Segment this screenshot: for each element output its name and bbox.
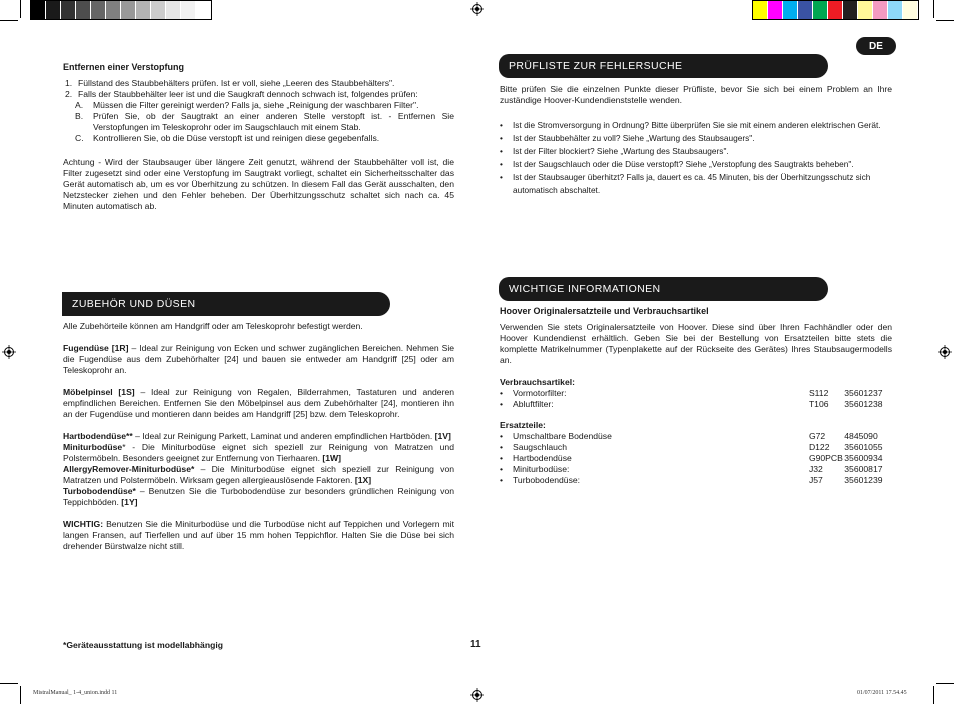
section-header-accessories: ZUBEHÖR UND DÜSEN xyxy=(62,292,390,316)
language-badge: DE xyxy=(856,37,896,55)
spares-title: Ersatzteile: xyxy=(500,420,546,430)
consumables-title: Verbrauchsartikel: xyxy=(500,377,575,387)
crop-mark xyxy=(933,0,934,18)
page-number: 11 xyxy=(470,639,481,650)
mini-turbo-paragraph: Miniturbodüse* - Die Miniturbodüse eignet sich speziell zur Reinigung von Matratzen und Polstermöbeln. Besonders geeignet zur Entfernung von Tierhaaren. [1W] xyxy=(63,442,454,463)
color-swatch xyxy=(858,1,873,19)
checklist-list xyxy=(500,119,892,197)
section-header-checklist: PRÜFLISTE ZUR FEHLERSUCHE xyxy=(499,54,828,78)
list-item: • Hartbodendüse G90PCB 35600934 xyxy=(500,453,892,464)
crop-mark xyxy=(20,0,21,18)
crop-mark xyxy=(20,686,21,704)
warning-paragraph: Achtung - Wird der Staubsauger über längere Zeit genutzt, während der Staubbehälter voll ist, die Filter zugesetzt sind oder eine Verstopfung im Saugtrakt vorliegt, schaltet ein Sicherheitsschalter das Gerät automatisch ab, um es vor Überhitzung zu schützen. In diesem Fall das Gerät ausschalten, den Netzstecker ziehen und den Fehler beheben. Der Überhitzungsschutz schaltet sich nach ca. 45 Minuten automatisch ab. xyxy=(63,157,454,211)
color-swatch xyxy=(166,1,181,19)
color-swatch xyxy=(903,1,918,19)
color-swatch xyxy=(768,1,783,19)
allergy-remover-paragraph: AllergyRemover-Miniturbodüse* – Die Miniturbodüse eignet sich speziell zur Reinigung von Matratzen und Polstermöbeln. Wirksam gegen allergieauslösende Faktoren. [1X] xyxy=(63,464,455,485)
list-item: • Ist die Stromversorgung in Ordnung? Bitte überprüfen Sie sie mit einem anderen elektrischen Gerät. xyxy=(500,119,892,132)
list-item: • Ist der Staubbehälter zu voll? Siehe „Wartung des Staubsaugers". xyxy=(500,132,892,145)
color-swatch xyxy=(798,1,813,19)
crop-mark xyxy=(936,20,954,21)
accessories-intro: Alle Zubehörteile können am Handgriff oder am Teleskoprohr befestigt werden. xyxy=(63,321,363,331)
color-swatch xyxy=(783,1,798,19)
info-section xyxy=(500,306,892,486)
blockage-section xyxy=(63,62,454,212)
color-swatch-bar xyxy=(752,0,919,20)
color-swatch xyxy=(888,1,903,19)
list-item: C. Kontrollieren Sie, ob die Düse verstopft ist und reinigen diese gegebenfalls. xyxy=(75,133,380,143)
color-swatch xyxy=(106,1,121,19)
color-swatch xyxy=(91,1,106,19)
registration-mark-icon xyxy=(2,345,16,359)
grayscale-swatch-bar xyxy=(30,0,212,20)
consumables-list xyxy=(500,388,892,410)
parts-title: Hoover Originalersatzteile und Verbrauchsartikel xyxy=(500,306,709,316)
color-swatch xyxy=(843,1,858,19)
color-swatch xyxy=(76,1,91,19)
color-swatch xyxy=(181,1,196,19)
date-slug: 01/07/2011 17.54.45 xyxy=(857,690,907,696)
list-item: • Miniturbodüse: J32 35600817 xyxy=(500,464,892,475)
section-title: Entfernen einer Verstopfung xyxy=(63,62,185,72)
list-item: 2. Falls der Staubbehälter leer ist und die Saugkraft dennoch schwach ist, folgendes prüfen: xyxy=(65,89,418,99)
list-item: B. Prüfen Sie, ob der Saugtrakt an einer anderen Stelle verstopft ist. - Entfernen Sie Verstopfungen im Teleskoprohr oder im Saugschlauch mit einem Stab. xyxy=(75,111,454,132)
list-item: • Vormotorfilter: S112 35601237 xyxy=(500,388,892,399)
color-swatch xyxy=(151,1,166,19)
color-swatch xyxy=(121,1,136,19)
registration-mark-icon xyxy=(470,688,484,702)
list-item: • Saugschlauch D122 35601055 xyxy=(500,442,892,453)
file-slug: MistralManual_ 1-4_union.indd 11 xyxy=(33,690,118,696)
list-item: • Umschaltbare Bodendüse G72 4845090 xyxy=(500,431,892,442)
checklist-intro: Bitte prüfen Sie die einzelnen Punkte dieser Prüfliste, bevor Sie sich bei einem Problem an Ihre zuständige Hoover-Kundendienststelle wenden. xyxy=(500,84,892,105)
list-item: • Turbobodendüse: J57 35601239 xyxy=(500,475,892,486)
color-swatch xyxy=(753,1,768,19)
spares-list xyxy=(500,431,892,486)
hard-floor-paragraph: Hartbodendüse** – Ideal zur Reinigung Parkett, Laminat und anderen empfindlichen Hartböden. [1V] xyxy=(63,431,451,441)
registration-mark-icon xyxy=(938,345,952,359)
color-swatch xyxy=(196,1,211,19)
list-item: • Abluftfilter: T106 35601238 xyxy=(500,399,892,410)
color-swatch xyxy=(31,1,46,19)
substeps-list xyxy=(63,100,454,144)
color-swatch xyxy=(46,1,61,19)
color-swatch xyxy=(813,1,828,19)
color-swatch xyxy=(873,1,888,19)
important-paragraph: WICHTIG: Benutzen Sie die Miniturbodüse und die Turbodüse nicht auf Teppichen und Vorlegern mit langen Fransen, auf Tierfellen und auf über 15 mm hohen Teppichflor. Halten Sie die Düse bei sich drehender Bürstwalze nicht still. xyxy=(63,519,454,551)
list-item: • Ist der Staubsauger überhitzt? Falls ja, dauert es ca. 45 Minuten, bis der Überhitzungsschutz sich automatisch abschaltet. xyxy=(500,171,892,197)
checklist-section xyxy=(500,84,892,197)
dusting-brush-paragraph: Möbelpinsel [1S] – Ideal zur Reinigung von Regalen, Bilderrahmen, Tastaturen und anderen empfindlichen Bereichen. Entfernen Sie den Möbelpinsel aus dem Zubehörhalter [24], montieren ihn an der Fugendüse und montieren dann beides am Handgriff [25] bzw. dem Teleskoprohr. xyxy=(63,387,455,419)
color-swatch xyxy=(61,1,76,19)
list-item: • Ist der Saugschlauch oder die Düse verstopft? Siehe „Verstopfung des Saugtrakts beheben". xyxy=(500,158,892,171)
crop-mark xyxy=(936,683,954,684)
steps-list xyxy=(63,78,454,100)
color-swatch xyxy=(136,1,151,19)
list-item: • Ist der Filter blockiert? Siehe „Wartung des Staubsaugers". xyxy=(500,145,892,158)
crevice-tool-paragraph: Fugendüse [1R] – Ideal zur Reinigung von Ecken und schwer zugänglichen Bereichen. Nehmen Sie die Fugendüse aus dem Zubehörhalter [24] und bauen sie entweder am Handgriff [25] oder am Teleskoprohr an. xyxy=(63,343,455,375)
registration-mark-icon xyxy=(470,2,484,16)
color-swatch xyxy=(828,1,843,19)
list-item: A. Müssen die Filter gereinigt werden? Falls ja, siehe „Reinigung der waschbaren Filter". xyxy=(75,100,419,110)
turbo-floor-paragraph: Turbobodendüse* – Benutzen Sie die Turbobodendüse zur besonders gründlichen Reinigung von Teppichböden. [1Y] xyxy=(63,486,455,507)
footnote: *Geräteausstattung ist modellabhängig xyxy=(63,640,223,650)
parts-paragraph: Verwenden Sie stets Originalersatzteile von Hoover. Diese sind über Ihren Fachhändler oder den Hoover Kundendienst erhältlich. Geben Sie bei der Bestellung von Ersatzteilen bitte stets die komplette Matrikelnummer (Typenplakette auf der Rückseite des Gerätes) Ihres Staubsaugermodells an. xyxy=(500,322,892,365)
crop-mark xyxy=(0,683,18,684)
section-header-info: WICHTIGE INFORMATIONEN xyxy=(499,277,828,301)
crop-mark xyxy=(933,686,934,704)
crop-mark xyxy=(0,20,18,21)
accessories-section xyxy=(63,321,454,552)
list-item: 1. Füllstand des Staubbehälters prüfen. Ist er voll, siehe „Leeren des Staubbehälters". xyxy=(65,78,395,88)
